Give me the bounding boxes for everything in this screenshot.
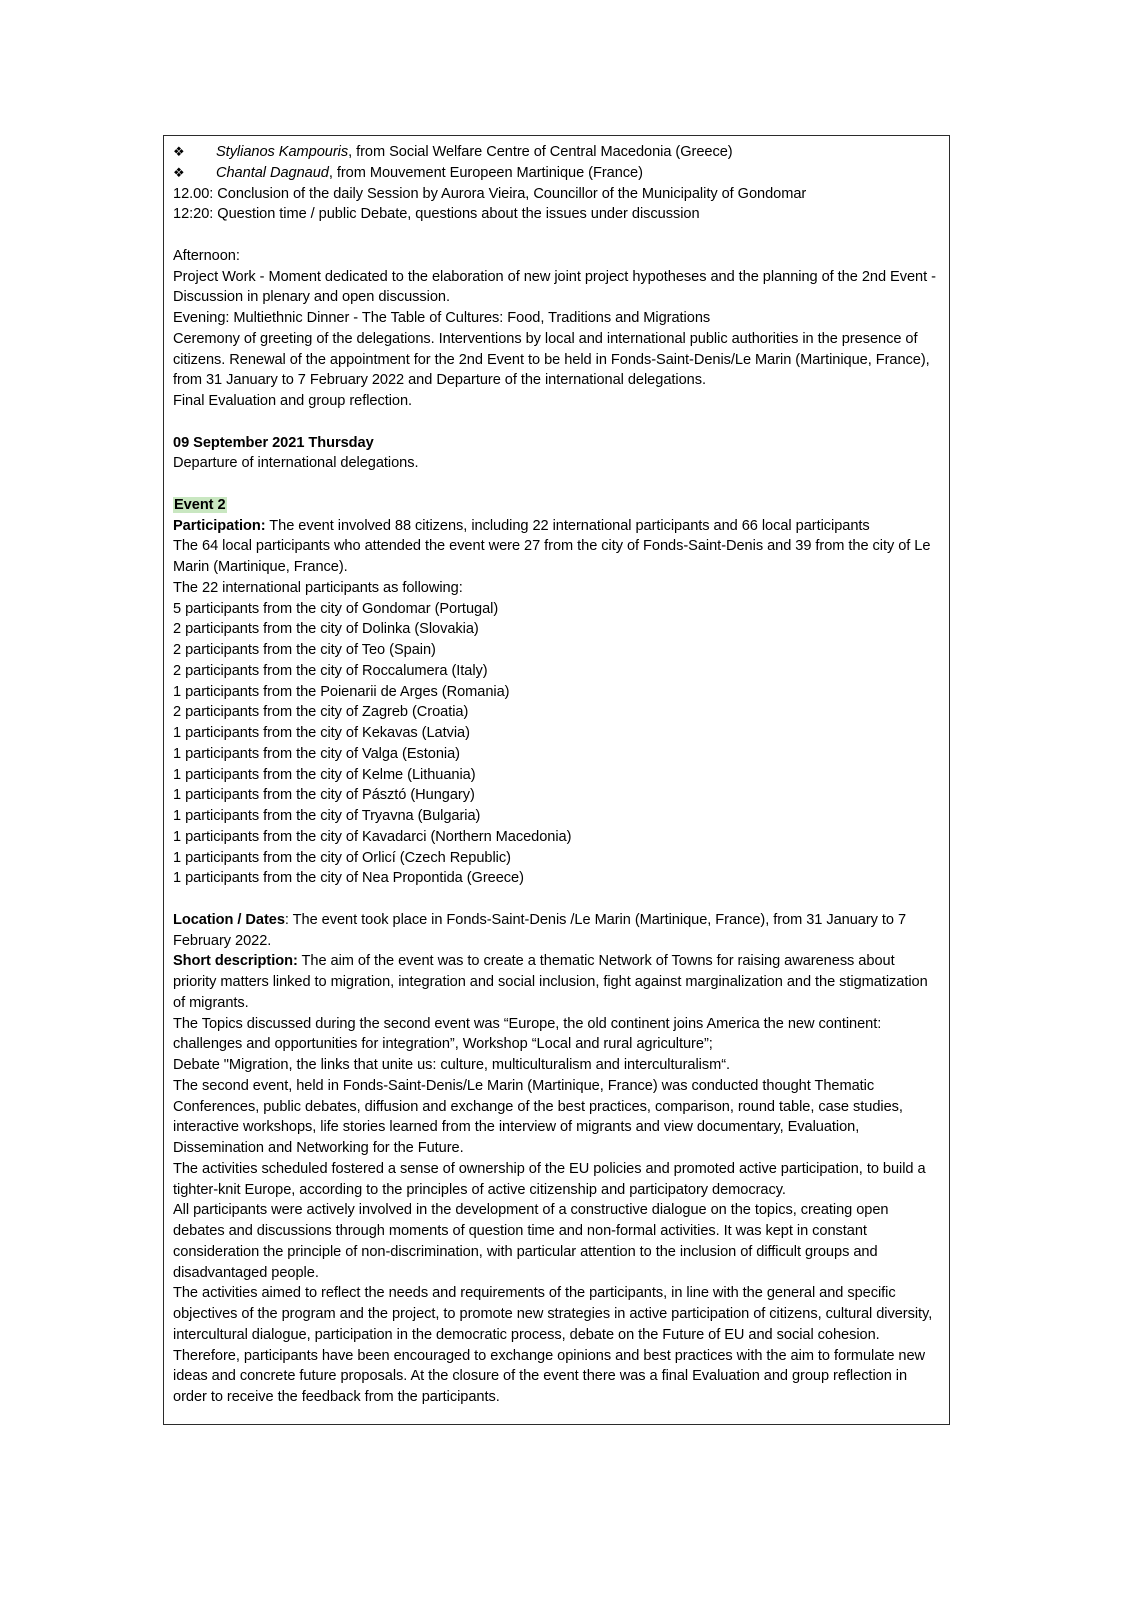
participation-text: The event involved 88 citizens, including 22 international participants and 66 local participants — [265, 517, 870, 534]
bordered-text-frame — [163, 135, 950, 1425]
afternoon-heading: Afternoon: — [173, 247, 240, 264]
international-intro: The 22 international participants as following: — [173, 579, 463, 596]
participation-label: Participation: — [173, 517, 266, 534]
participant-line: 1 participants from the Poienarii de Arges (Romania) — [173, 683, 510, 700]
afternoon-paragraph: Final Evaluation and group reflection. — [173, 393, 413, 409]
list-item — [173, 163, 939, 184]
participant-name: Chantal Dagnaud — [216, 164, 329, 181]
short-description-label: Short description: — [173, 953, 298, 970]
spacer — [173, 474, 939, 495]
afternoon-paragraph: Ceremony of greeting of the delegations. Interventions by local and international public authorities in the presence of citizens. Renewal of the appointment for the 2nd Event to be held in Fonds-Saint-Denis/Le Marin (Martinique, France), from 31 January to 7 February 2022 and Departure of the international delegations. — [173, 330, 930, 389]
short-description-text: The aim of the event was to create a thematic Network of Towns for raising awareness about priority matters linked to migration, integration and social inclusion, fight against marginalization and the stigmatization of migrants. — [173, 953, 928, 1011]
participant-line: 1 participants from the city of Orlicí (Czech Republic) — [173, 849, 511, 866]
body-paragraph: Therefore, participants have been encouraged to exchange opinions and best practices with the aim to formulate new ideas and concrete future proposals. At the closure of the event there was a final Evaluation and group reflection in order to receive the feedback from the participants. — [173, 1347, 926, 1405]
body-paragraph: All participants were actively involved in the development of a constructive dialogue on the topics, creating open debates and discussions through moments of question time and non-formal activities. It was kept in constant consideration the principle of non-discrimination, with particular attention to the inclusion of difficult groups and disadvantaged people. — [173, 1202, 889, 1281]
participant-line: 5 participants from the city of Gondomar (Portugal) — [173, 600, 499, 617]
body-paragraph: The activities aimed to reflect the needs and requirements of the participants, in line with the general and specific objectives of the program and the project, to promote new strategies in active participation of citizens, cultural diversity, intercultural dialogue, participation in the democratic process, debate on the Future of EU and social cohesion. — [173, 1285, 933, 1343]
location-row — [173, 910, 939, 952]
participant-line: 1 participants from the city of Pásztó (Hungary) — [173, 787, 475, 804]
body-paragraph: Debate "Migration, the links that unite us: culture, multiculturalism and interculturalism“. — [173, 1057, 731, 1073]
local-breakdown: The 64 local participants who attended the event were 27 from the city of Fonds-Saint-Denis and 39 from the city of Le Marin (Martinique, France). — [173, 538, 931, 575]
spacer — [173, 225, 939, 246]
schedule-line: 12.00: Conclusion of the daily Session by Aurora Vieira, Councillor of the Municipality of Gondomar — [173, 185, 807, 202]
location-label: Location / Dates — [173, 911, 285, 928]
participant-line: 1 participants from the city of Kekavas (Latvia) — [173, 725, 470, 741]
participant-line: 2 participants from the city of Dolinka (Slovakia) — [173, 621, 479, 638]
document-body — [173, 142, 939, 1408]
participant-line: 1 participants from the city of Tryavna (Bulgaria) — [173, 808, 481, 824]
participant-line: 1 participants from the city of Kavadarci (Northern Macedonia) — [173, 828, 572, 845]
list-item — [173, 142, 939, 163]
participant-line: 1 participants from the city of Valga (Estonia) — [173, 745, 460, 762]
participant-affiliation: , from Social Welfare Centre of Central Macedonia (Greece) — [348, 144, 733, 160]
participant-line: 2 participants from the city of Zagreb (Croatia) — [173, 704, 469, 721]
event2-heading-row — [173, 495, 939, 516]
schedule-line: 12:20: Question time / public Debate, questions about the issues under discussion — [173, 206, 700, 223]
afternoon-paragraph: Evening: Multiethnic Dinner - The Table of Cultures: Food, Traditions and Migrations — [173, 310, 711, 326]
spacer — [173, 412, 939, 433]
afternoon-paragraph: Project Work - Moment dedicated to the elaboration of new joint project hypotheses and the planning of the 2nd Event - Discussion in plenary and open discussion. — [173, 268, 936, 306]
event2-title: Event 2 — [174, 496, 226, 513]
spacer — [173, 889, 939, 910]
short-description-row — [173, 951, 939, 1013]
participant-line: 1 participants from the city of Kelme (Lithuania) — [173, 766, 476, 783]
departure-line: Departure of international delegations. — [173, 455, 419, 472]
diamond-bullet-icon: ❖ — [173, 164, 185, 180]
body-paragraph: The activities scheduled fostered a sense of ownership of the EU policies and promoted active participation, to build a tighter-knit Europe, according to the principles of active citizenship and participatory democracy. — [173, 1160, 926, 1198]
participant-line: 1 participants from the city of Nea Propontida (Greece) — [173, 870, 524, 887]
diamond-bullet-icon: ❖ — [173, 144, 185, 159]
body-paragraph: The second event, held in Fonds-Saint-Denis/Le Marin (Martinique, France) was conducted thought Thematic Conferences, public debates, diffusion and exchange of the best practices, comparison, round table, case studies, interactive workshops, life stories learned from the interview of migrants and view documentary, Evaluation, Dissemination and Networking for the Future. — [173, 1077, 903, 1156]
participant-affiliation: , from Mouvement Europeen Martinique (France) — [328, 164, 643, 181]
location-text: : The event took place in Fonds-Saint-Denis /Le Marin (Martinique, France), from 31 January to 7 February 2022. — [173, 911, 907, 949]
participant-name: Stylianos Kampouris — [216, 144, 349, 160]
body-paragraph: The Topics discussed during the second event was “Europe, the old continent joins America the new continent: challenges and opportunities for integration”, Workshop “Local and rural agriculture”; — [173, 1015, 882, 1053]
participant-line: 2 participants from the city of Teo (Spain) — [173, 642, 436, 658]
date-heading: 09 September 2021 Thursday — [173, 434, 374, 451]
participation-row — [173, 516, 939, 537]
participant-line: 2 participants from the city of Roccalumera (Italy) — [173, 662, 488, 679]
